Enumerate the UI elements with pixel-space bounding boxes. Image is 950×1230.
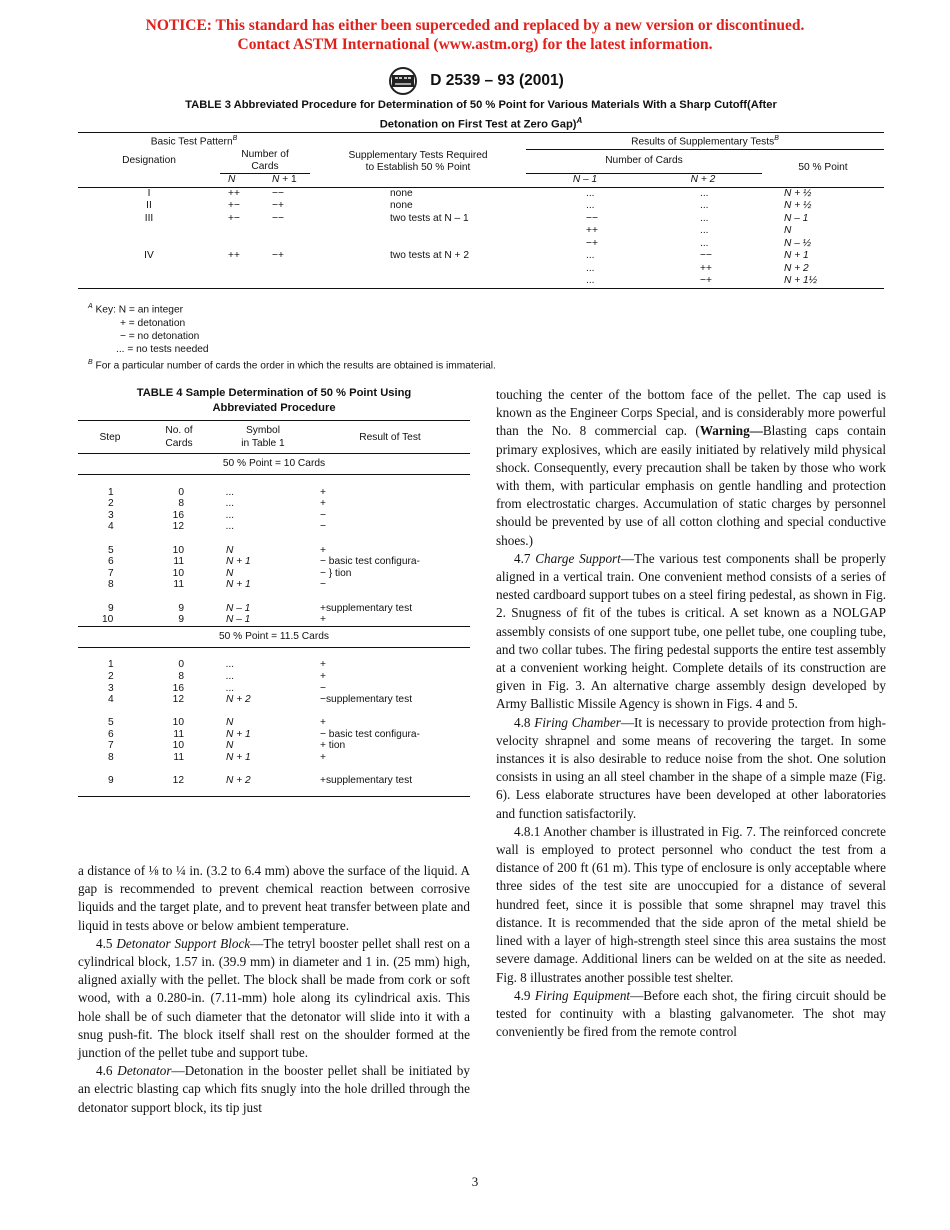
table3-header-50pt: 50 % Point <box>762 149 884 187</box>
table4-row: 9 12 N + 2 +supplementary test <box>108 775 413 787</box>
table4 <box>78 420 470 797</box>
table3-caption <box>78 98 884 133</box>
paragraph-gap: a distance of ⅛ to ¼ in. (3.2 to 6.4 mm) above the surface of the liquid. A gap is recommended to prevent chemical reaction between corrosive liquids and the target plate, and to prevent heat transfer between plate and liquid in tests above or below ambient temperature. <box>78 863 470 933</box>
footnote-key-1: + = detonation <box>120 317 186 329</box>
table3 <box>78 132 884 289</box>
paragraph-4-8: 4.8 Firing Chamber—It is necessary to provide protection from high-velocity shrapnel and some means of recovering the target. In some instances it is also desirable to reduce noise from the shot. One solution consists in using an all steel chamber in the shape of a simple maze (Fig. 6). Less elaborate structures have been developed at other laboratories and function satisfactorily. <box>496 714 886 821</box>
table3-sub-n1: N + 1 <box>264 174 310 188</box>
paragraph-4-9: 4.9 Firing Equipment—Before each shot, the firing circuit should be tested for continuity with a blasting galvanometer. The shot may conveniently be fired from the remote control <box>496 987 887 1040</box>
table3-sub-n2: N + 2 <box>644 174 762 188</box>
table3-row: IV ++ −+ two tests at N + 2 ... −− N + 1 <box>144 250 809 262</box>
table4-row: 5 10 N + <box>108 544 326 556</box>
table4-row: 8 11 N + 1 − <box>108 579 326 591</box>
table3-header-results: Results of Supplementary Tests$^B$ <box>526 133 884 150</box>
table3-row: ... ++ N + 2 <box>586 262 809 274</box>
table3-header-designation: Designation <box>122 155 176 167</box>
astm-logo-icon <box>386 66 420 96</box>
table4-row: 7 10 N + tion <box>108 740 346 752</box>
table3-row: ... −+ N + 1½ <box>78 275 884 288</box>
table4-row: 1 0 ... + <box>108 659 326 671</box>
table3-row: I ++ −− none ... ... N + ½ <box>147 187 812 199</box>
table3-header-supplementary: Supplementary Tests Required to Establish 50 % Point <box>348 149 488 173</box>
table3-row: ++ ... N <box>586 225 792 237</box>
footnote-key-2: − = no detonation <box>120 330 200 342</box>
right-text-column <box>496 386 886 1041</box>
left-text-column <box>78 862 470 1117</box>
table4-row <box>78 764 470 776</box>
table3-footnotes: $^A$ Key: N = an integer + = detonation − = no detonation ... = no tests needed $^B$ For a particular number of cards the order in which the results are obtained is immaterial. <box>88 303 496 372</box>
table4-row: 6 11 N + 1 − basic test configura- <box>108 728 420 740</box>
table4-row: 6 11 N + 1 − basic test configura- <box>108 556 420 568</box>
table4-row: 4 12 N + 2 −supplementary test <box>108 694 413 706</box>
table3-row: −+ ... N – ½ <box>586 237 812 249</box>
notice-banner <box>0 16 950 54</box>
table4-header-step: Step <box>78 421 142 454</box>
table4-row: 10 9 N – 1 + <box>102 614 326 626</box>
table4-row: 5 10 N + <box>108 717 326 729</box>
table3-header-basic: Basic Test Pattern$^B$ <box>78 133 310 150</box>
notice-line-2: Contact ASTM International (www.astm.org) for the latest information. <box>237 36 713 53</box>
table3-caption-line2: Detonation on First Test at Zero Gap) <box>379 118 577 131</box>
table4-row: 3 16 ... − <box>108 509 326 521</box>
table4-row: 3 16 ... − <box>108 682 326 694</box>
table3-caption-line1: TABLE 3 Abbreviated Procedure for Determination of 50 % Point for Various Materials With a Sharp Cutoff(After <box>185 99 777 111</box>
table3-row: II +− −+ none ... ... N + ½ <box>146 200 812 212</box>
table4-row: 2 8 ... + <box>108 670 326 682</box>
table4-header-symbol: Symbol in Table 1 <box>216 421 310 454</box>
table3-sub-n: N <box>220 174 264 188</box>
page-number: 3 <box>471 1174 479 1189</box>
designation-text: D 2539 – 93 (2001) <box>430 72 564 89</box>
table4-row: 2 8 ... + <box>108 498 326 510</box>
paragraph-4-7: 4.7 Charge Support—The various test components shall be properly aligned in a vertical train. One convenient method consists of a series of nested cardboard support tubes on a steel firing pedestal, as shown in Fig. 2. Snugness of fit of the tubes is critical. A set known as a NOLGAP assembly consists of one support tube, one pellet tube, one coupling tube, and two collar tubes. The firing pedestal supports the entire test assembly at a convenient working height. Complete details of its construction are given in Fig. 3. An alternative charge assembly design developed by Army Ballistic Missile Agency is shown in Figs. 4 and 5. <box>496 550 887 712</box>
table4-row: 4 12 ... − <box>108 521 326 533</box>
table4-header-cards: No. of Cards <box>142 421 216 454</box>
footnote-b: For a particular number of cards the order in which the results are obtained is immaterial. <box>95 360 496 372</box>
table3-header-numcards-results: Number of Cards <box>526 149 762 174</box>
standard-designation <box>0 66 950 96</box>
table4-row <box>78 533 470 545</box>
paragraph-cap: touching the center of the bottom face of the pellet. The cap used is known as the Engineer Corps Special, and is considerably more powerful than the No. 8 commercial cap. (Warning—Blasting caps contain primary explosives, which are easily initiated by relatively mild physical shock. Consequently, every precaution shall be taken by those who work with them, with particular emphasis on gentle handling and protection from electrostatic charges. Accumulation of static charges by personnel should be prevented by use of all cotton clothing and special conductive shoes.) <box>496 387 886 548</box>
paragraph-4-6: 4.6 Detonator—Detonation in the booster pellet shall be initiated by an electric blasting cap which fits snugly into the hole drilled through the detonator support block, its tip just <box>78 1063 470 1115</box>
table4-row <box>78 706 470 718</box>
table3-header-numcards: Number of Cards <box>220 149 310 174</box>
footnote-key: Key: N = an integer <box>95 304 184 316</box>
notice-line-1: NOTICE: This standard has either been superceded and replaced by a new version or discontinued. <box>145 17 805 34</box>
table4-header-result: Result of Test <box>310 421 470 454</box>
table4-section-1: 50 % Point = 10 Cards <box>78 454 470 475</box>
table3-caption-sup: A <box>576 116 583 125</box>
table4-row: 1 0 ... + <box>108 486 326 498</box>
table4-row: 9 9 N – 1 +supplementary test <box>108 602 413 614</box>
table3-sub-nm1: N – 1 <box>526 174 644 188</box>
paragraph-4-5: 4.5 Detonator Support Block—The tetryl booster pellet shall rest on a cylindrical block, 1.57 in. (39.9 mm) in diameter and 1 in. (25 mm) high, aligned axially with the pellet. The block shall be made from cork or soft wood, with a 0.280-in. (7.11-mm) hole along its cylindrical axis. This hole shall be of such diameter that the detonator will slide into it with a snug push-fit. The block itself shall rest on the shoulder formed at the junction of the pellet tube and support tube. <box>78 935 471 1061</box>
table4-row <box>78 591 470 603</box>
table4-row: 8 11 N + 1 + <box>108 752 326 764</box>
paragraph-4-8-1: 4.8.1 Another chamber is illustrated in Fig. 7. The reinforced concrete wall is employed to protect personnel who conduct the test from a distance of 200 ft (61 m). This type of enclosure is only acceptable where three sides of the test site are unoccupied for a distance of several hundred feet, since it is possible that some shrapnel may travel this distance. It is recommended that the side apron of the metal shield be lined with a layer of high-strength steel since this area sustains the most severe damage. Additional liners can be welded on at the site as needed. Fig. 8 illustrates another possible test shelter. <box>496 823 886 985</box>
table4-section-2: 50 % Point = 11.5 Cards <box>78 626 470 647</box>
table4-caption: TABLE 4 Sample Determination of 50 % Point Using Abbreviated Procedure <box>136 387 412 414</box>
table4-row: 7 10 N − } tion <box>108 567 352 579</box>
table3-row: III +− −− two tests at N – 1 −− ... N – 1 <box>144 212 809 224</box>
footnote-key-3: ... = no tests needed <box>116 344 209 355</box>
